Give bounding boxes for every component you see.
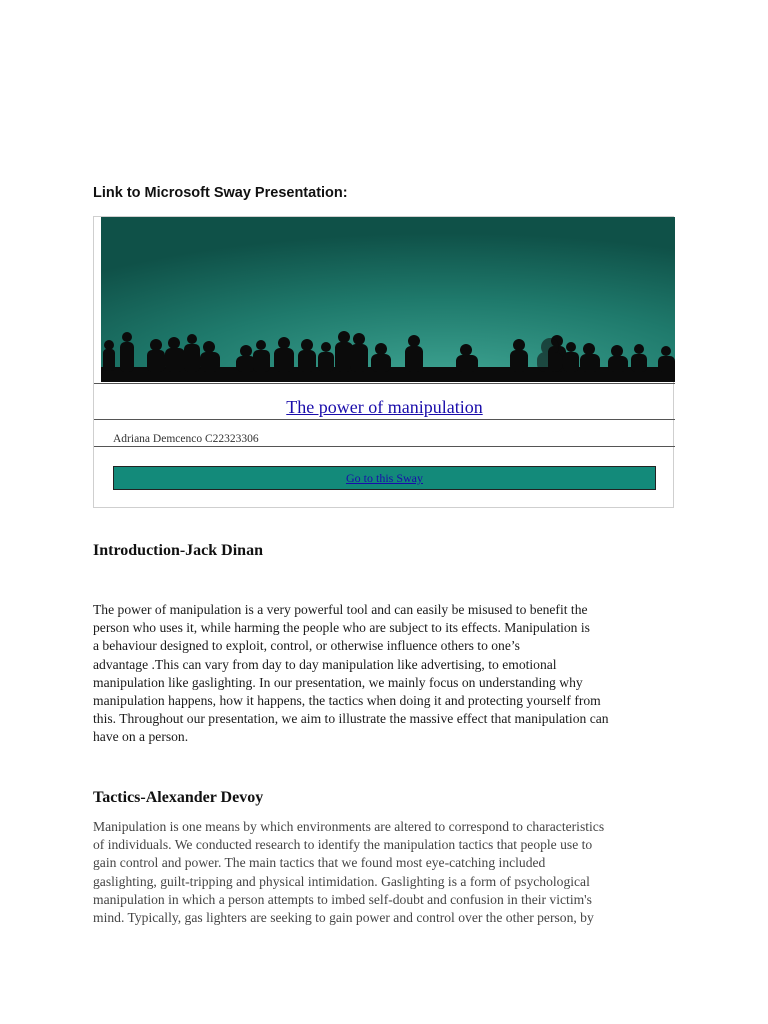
sway-banner-image[interactable] <box>101 217 675 382</box>
sway-embed-card[interactable] <box>93 216 674 508</box>
paragraph-line: gaslighting, guilt-tripping and physical intimidation. Gaslighting is a form of psychological <box>93 873 590 889</box>
paragraph-line: person who uses it, while harming the people who are subject to its effects. Manipulation is <box>93 620 590 636</box>
sway-link-heading: Link to Microsoft Sway Presentation: <box>93 185 348 201</box>
paragraph-line: gain control and power. The main tactics that we found most eye-catching included <box>93 855 546 871</box>
paragraph-line: manipulation in which a person attempts to imbed self-doubt and confusion in their victim's <box>93 891 592 907</box>
paragraph-line: Manipulation is one means by which environments are altered to correspond to characteristics <box>93 819 605 834</box>
paragraph-line: this. Throughout our presentation, we aim to illustrate the massive effect that manipulation can <box>93 711 609 727</box>
sway-title-link[interactable]: The power of manipulation <box>286 397 483 417</box>
go-to-sway-label[interactable]: Go to this Sway <box>345 471 423 485</box>
section-heading-introduction: Introduction-Jack Dinan <box>93 542 263 559</box>
paragraph-line: The power of manipulation is a very powerful tool and can easily be misused to benefit the <box>93 602 588 617</box>
paragraph-line: manipulation like gaslighting. In our presentation, we mainly focus on understanding why <box>93 674 583 690</box>
tactics-paragraph <box>93 818 683 927</box>
go-to-sway-button[interactable] <box>113 466 656 490</box>
paragraph-line: mind. Typically, gas lighters are seeking to gain power and control over the other person, by <box>93 910 594 926</box>
crowd-silhouette-image <box>101 217 675 382</box>
divider <box>94 446 675 447</box>
paragraph-line: have on a person. <box>93 729 189 745</box>
sway-author: Adriana Demcenco C22323306 <box>113 433 259 445</box>
paragraph-line: manipulation happens, how it happens, the tactics when doing it and protecting yourself from <box>93 693 601 709</box>
paragraph-line: a behaviour designed to exploit, control, or otherwise influence others to one’s <box>93 638 520 654</box>
introduction-paragraph <box>93 601 683 747</box>
section-heading-tactics: Tactics-Alexander Devoy <box>93 789 264 806</box>
sway-title-row <box>94 383 675 420</box>
paragraph-line: of individuals. We conducted research to identify the manipulation tactics that people use to <box>93 837 593 853</box>
paragraph-line: advantage .This can vary from day to day manipulation like advertising, to emotional <box>93 656 557 672</box>
